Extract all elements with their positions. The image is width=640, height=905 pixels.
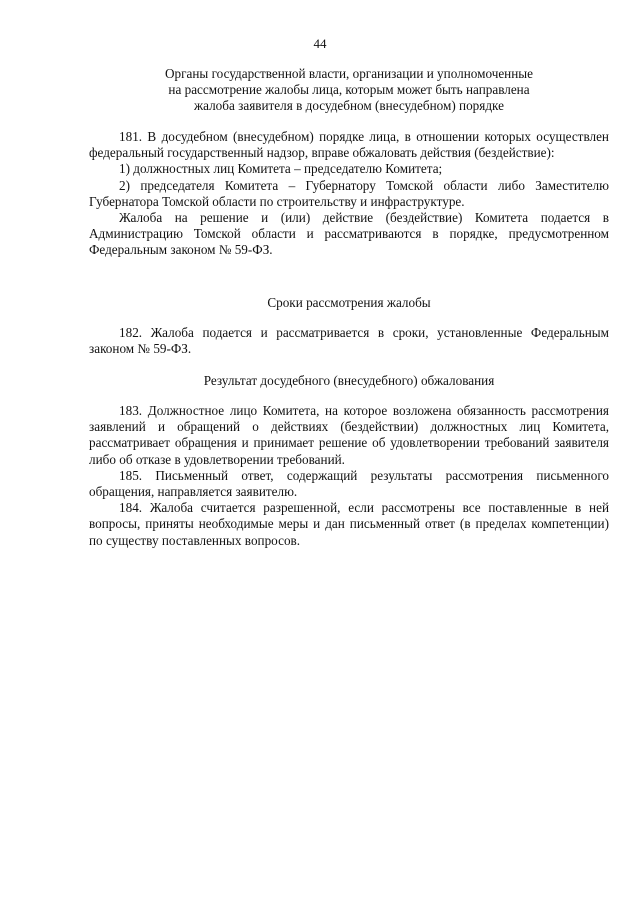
paragraph-181: 181. В досудебном (внесудебном) порядке лица, в отношении которых осуществлен федеральный государственный надзор, вправе обжаловать действия (бездействие): — [89, 129, 609, 161]
section-appeal-authorities — [89, 129, 609, 259]
paragraph-183: 183. Должностное лицо Комитета, на которое возложена обязанность рассмотрения заявлений и обращений о действиях (бездействии) должностных лиц Комитета, рассматривает обращения и принимает решение об удовлетворении требований заявителя либо об отказе в удовлетворении требований. — [89, 403, 609, 467]
paragraph-complaint-submission: Жалоба на решение и (или) действие (бездействие) Комитета подается в Администрацию Томской области и рассматриваются в порядке, предусмотренном Федеральным законом № 59-ФЗ. — [89, 210, 609, 258]
section-heading-terms: Сроки рассмотрения жалобы — [267, 295, 431, 310]
section-heading-result: Результат досудебного (внесудебного) обжалования — [203, 373, 495, 388]
paragraph-182: 182. Жалоба подается и рассматривается в сроки, установленные Федеральным законом № 59-ФЗ. — [89, 325, 609, 357]
page-number: 44 — [313, 36, 327, 51]
section-terms — [89, 325, 609, 357]
paragraph-184: 184. Жалоба считается разрешенной, если рассмотрены все поставленные в ней вопросы, приняты необходимые меры и дан письменный ответ (в пределах компетенции) по существу поставленных вопросов. — [89, 500, 609, 548]
heading-line-3: жалоба заявителя в досудебном (внесудебном) порядке — [194, 98, 504, 114]
section-result — [89, 403, 609, 549]
heading-line-1: Органы государственной власти, организации и уполномоченные — [164, 66, 534, 81]
list-item-officials: 1) должностных лиц Комитета – председателю Комитета; — [119, 161, 443, 177]
paragraph-185: 185. Письменный ответ, содержащий результаты рассмотрения письменного обращения, направляется заявителю. — [89, 467, 609, 500]
heading-line-2: на рассмотрение жалобы лица, которым может быть направлена — [168, 82, 530, 98]
section-heading-authorities — [89, 66, 609, 115]
list-item-chairman: 2) председателя Комитета – Губернатору Томской области либо Заместителю Губернатора Томской области по строительству и инфраструктуре. — [89, 177, 609, 209]
